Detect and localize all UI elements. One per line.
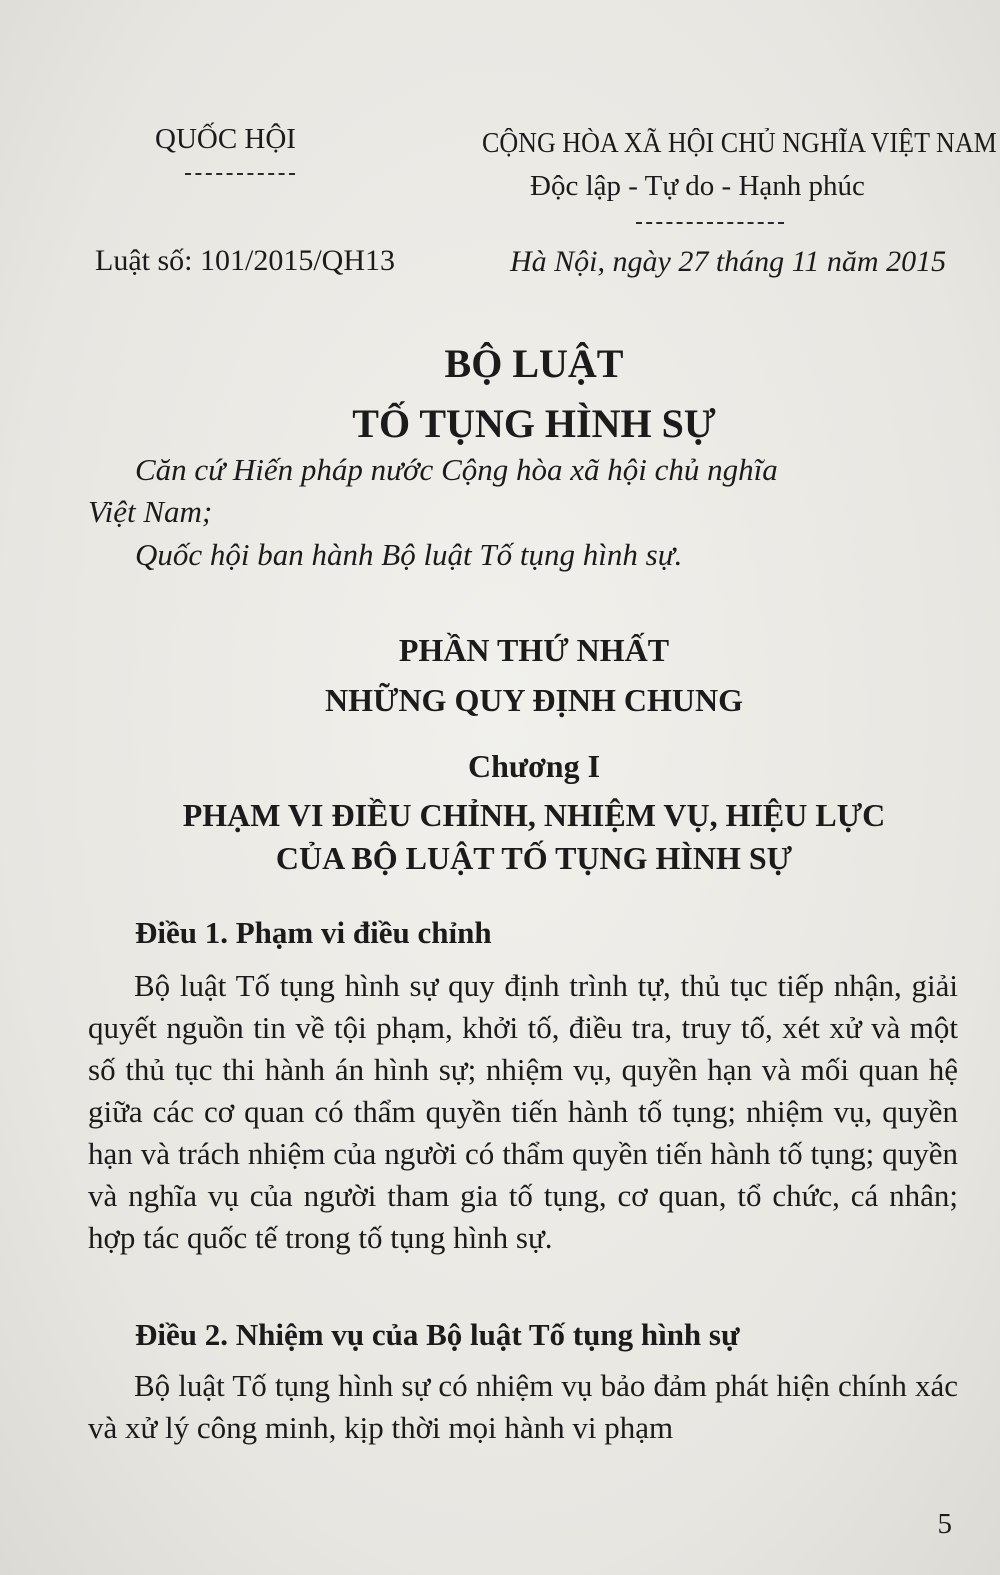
article-2-body: Bộ luật Tố tụng hình sự có nhiệm vụ bảo đảm phát hiện chính xác và xử lý công minh, kịp thời mọi hành vi phạm: [88, 1368, 958, 1445]
code-title-line2: TỐ TỤNG HÌNH SỰ: [352, 401, 716, 446]
chapter-label: Chương I: [467, 748, 601, 784]
issuing-body: QUỐC HỘI: [155, 123, 296, 155]
article-1-title: Điều 1. Phạm vi điều chỉnh: [135, 915, 492, 950]
part-name: NHỮNG QUY ĐỊNH CHUNG: [324, 682, 744, 718]
state-name: CỘNG HÒA XÃ HỘI CHỦ NGHĨA VIỆT NAM: [482, 128, 997, 159]
part-label: PHẦN THỨ NHẤT: [398, 632, 670, 668]
article-1-body: Bộ luật Tố tụng hình sự quy định trình tự, thủ tục tiếp nhận, giải quyết nguồn tin về tội phạm, khởi tố, điều tra, truy tố, xét xử và một số thủ tục thi hành án hình sự; nhiệm vụ, quyền hạn và mối quan hệ giữa các cơ quan có thẩm quyền tiến hành tố tụng; nhiệm vụ, quyền hạn và trách nhiệm của người có thẩm quyền tiến hành tố tụng; quyền và nghĩa vụ của người tham gia tố tụng, cơ quan, tổ chức, cá nhân; hợp tác quốc tế trong tố tụng hình sự.: [88, 968, 958, 1255]
code-title-line1: BỘ LUẬT: [444, 341, 624, 386]
article-2-title: Điều 2. Nhiệm vụ của Bộ luật Tố tụng hình sự: [135, 1317, 740, 1352]
place-date: Hà Nội, ngày 27 tháng 11 năm 2015: [510, 245, 947, 278]
legal-basis-line2: Việt Nam;: [88, 494, 213, 529]
motto-underline: [636, 222, 784, 224]
page-number: 5: [937, 1508, 952, 1540]
law-number: Luật số: 101/2015/QH13: [95, 244, 395, 277]
chapter-name-line1: PHẠM VI ĐIỀU CHỈNH, NHIỆM VỤ, HIỆU LỰC: [182, 797, 886, 833]
issuing-body-underline: [185, 173, 295, 175]
chapter-name-line2: CỦA BỘ LUẬT TỐ TỤNG HÌNH SỰ: [275, 840, 793, 876]
state-motto: Độc lập - Tự do - Hạnh phúc: [530, 170, 865, 202]
enactment-statement: Quốc hội ban hành Bộ luật Tố tụng hình sự.: [135, 537, 683, 572]
legal-basis-line1: Căn cứ Hiến pháp nước Cộng hòa xã hội chủ nghĩa: [135, 452, 778, 487]
